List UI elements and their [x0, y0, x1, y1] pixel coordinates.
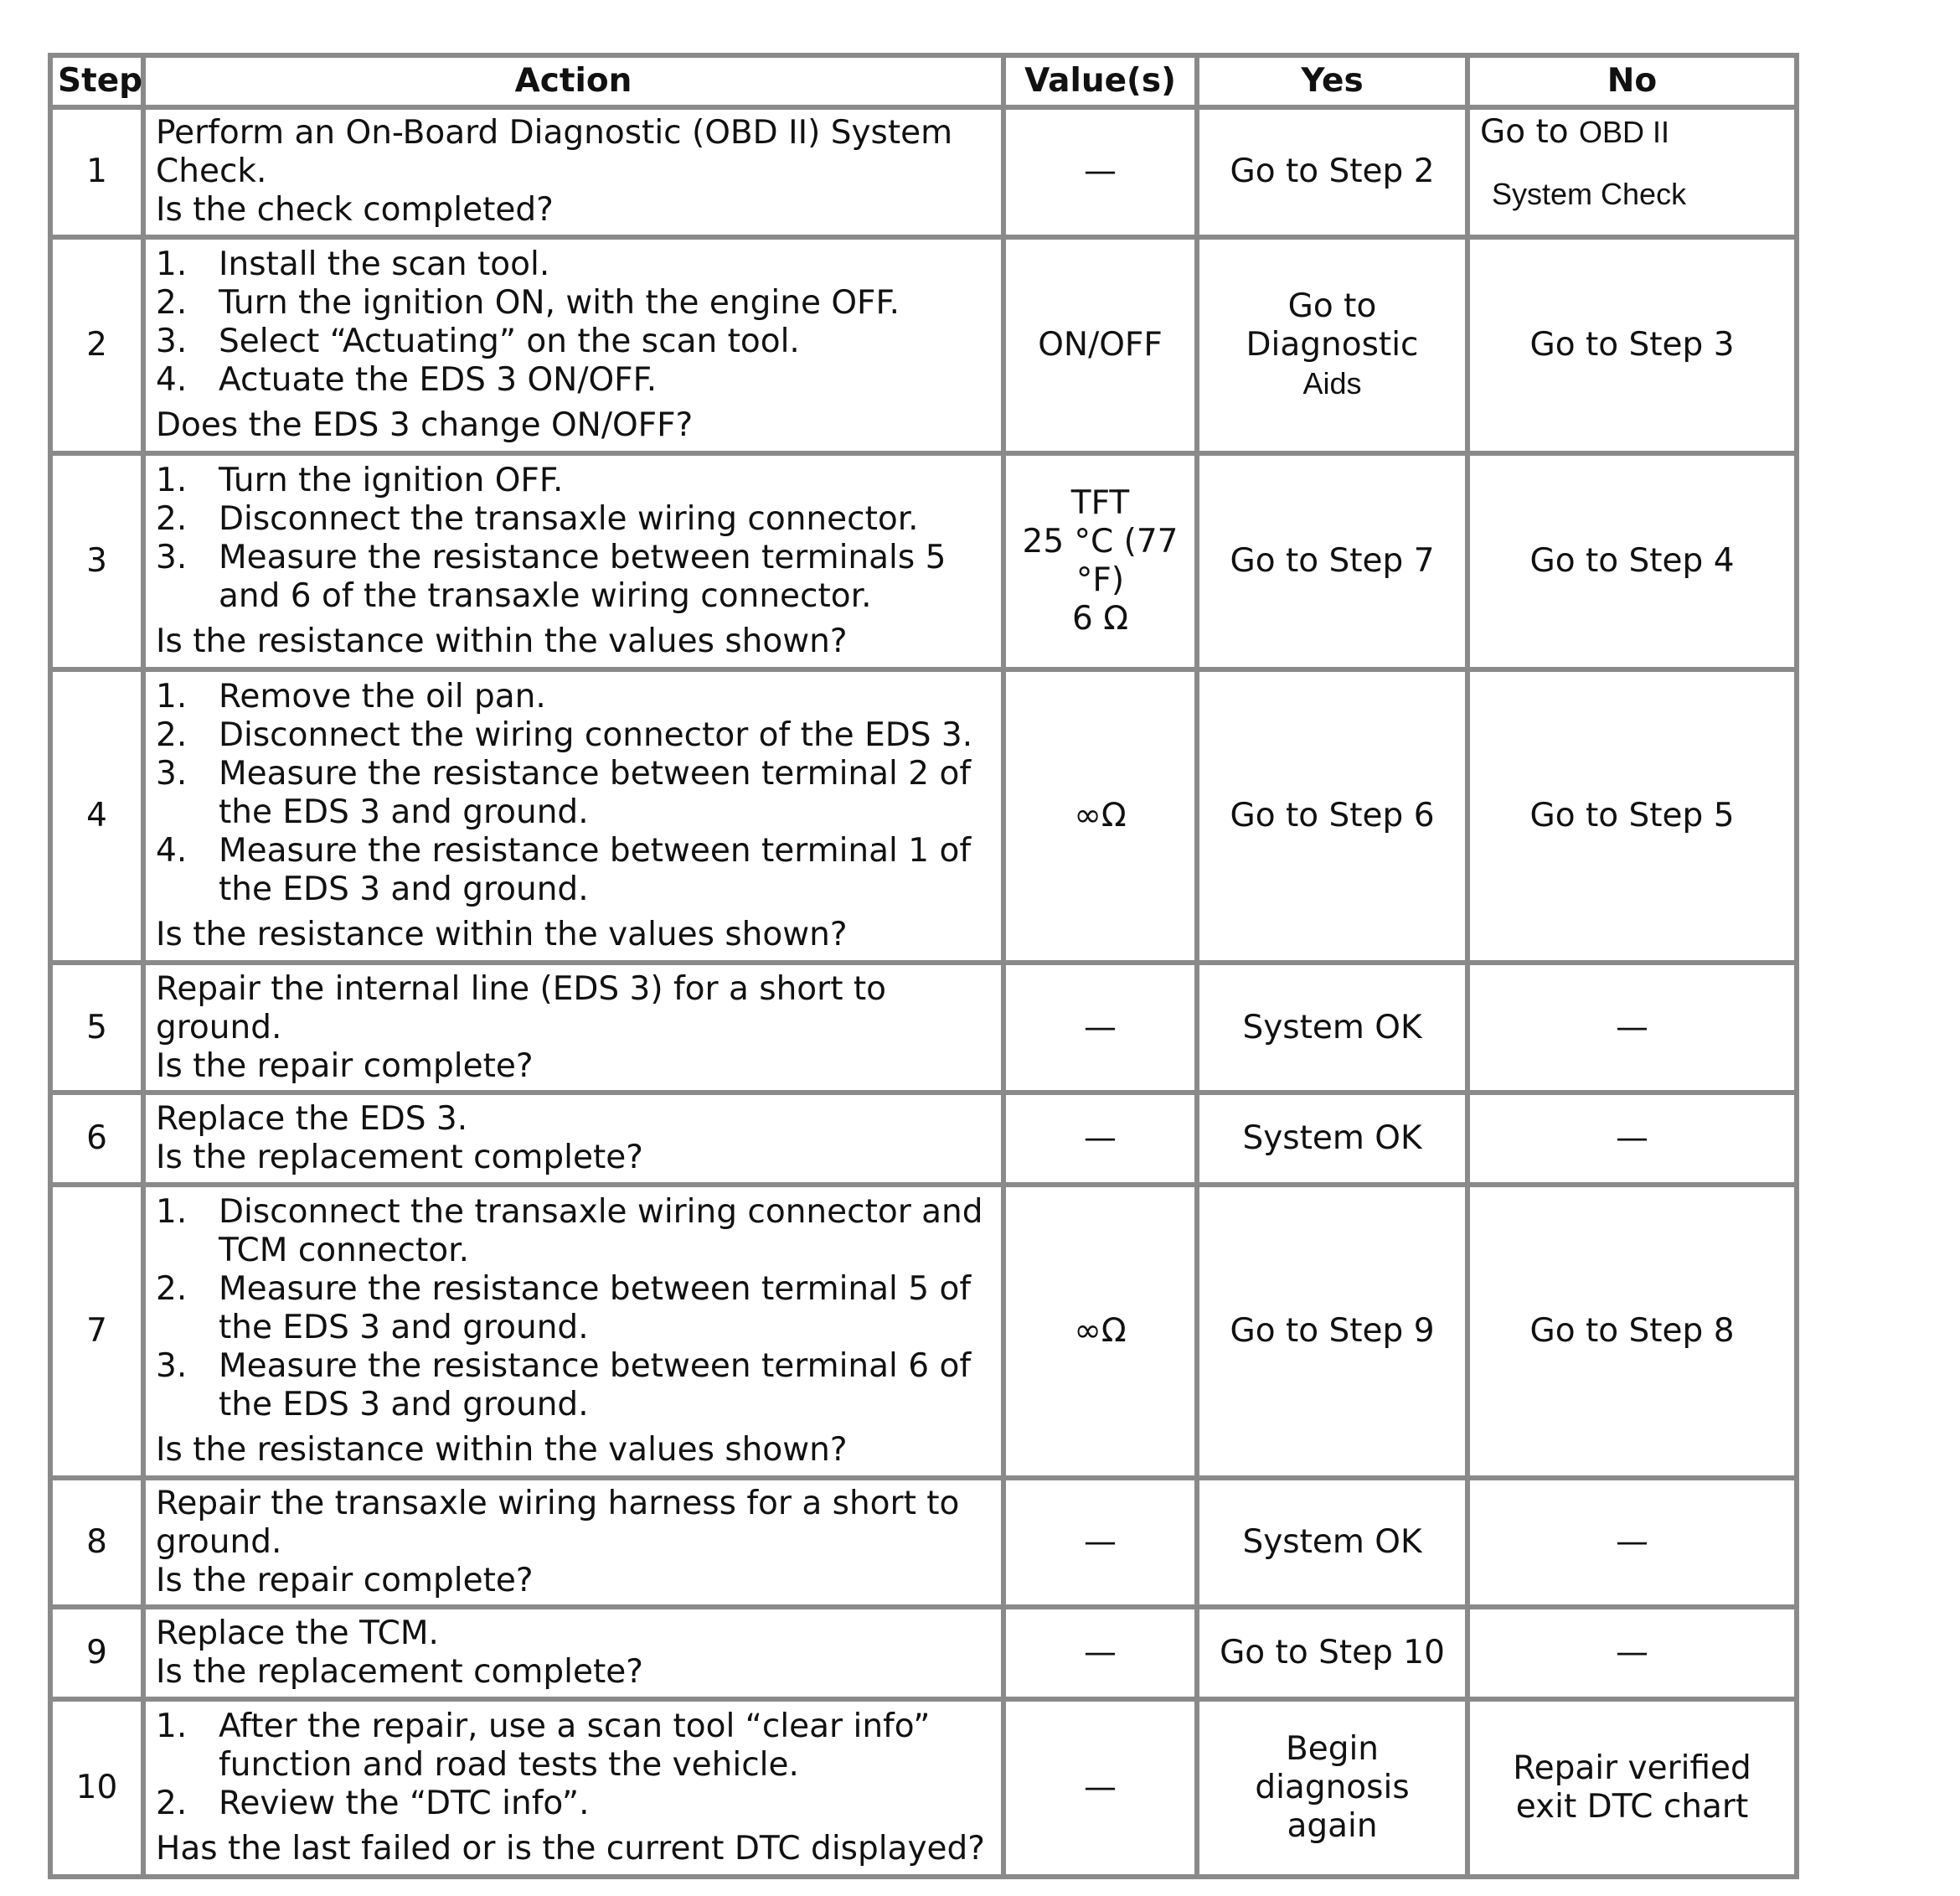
action-step — [156, 1193, 991, 1270]
action-step — [156, 1785, 991, 1823]
action-steps — [156, 1193, 991, 1424]
no-cell — [1467, 453, 1797, 669]
no-cell — [1467, 1185, 1797, 1478]
value-cell — [1003, 1699, 1197, 1877]
action-steps — [156, 1707, 991, 1823]
value-cell — [1003, 1185, 1197, 1478]
action-question: Is the check completed? — [156, 191, 554, 230]
diagnostic-table — [48, 53, 1799, 1879]
step-number: 2 — [50, 237, 143, 453]
action-step-number: 3. — [156, 539, 188, 577]
no-cell — [1467, 1699, 1797, 1877]
action-question: Is the replacement complete? — [156, 1653, 643, 1692]
yes-text: Go to Step 7 — [1230, 542, 1435, 581]
action-step — [156, 500, 991, 539]
yes-cell — [1197, 453, 1467, 669]
no-cell — [1467, 1607, 1797, 1699]
action-step-text: Remove the oil pan. — [219, 678, 546, 716]
table-row — [50, 1607, 1797, 1699]
action-question: Is the resistance within the values shown? — [156, 623, 848, 661]
value-text: — — [1084, 1634, 1117, 1672]
value-cell — [1003, 1478, 1197, 1608]
value-text: °F) — [1075, 561, 1125, 600]
table-body — [50, 107, 1797, 1877]
header-step: Step — [50, 55, 143, 107]
value-text: 6 Ω — [1071, 600, 1128, 638]
header-no: No — [1467, 55, 1797, 107]
action-cell — [143, 237, 1003, 453]
action-step — [156, 361, 991, 400]
yes-text: System OK — [1242, 1008, 1422, 1046]
action-step-text: Disconnect the transaxle wiring connector and TCM connector. — [219, 1192, 983, 1269]
action-step-text: Disconnect the transaxle wiring connector. — [219, 500, 919, 539]
action-step-text: Review the “DTC info”. — [219, 1785, 590, 1823]
action-step-text: Measure the resistance between terminal 5 of the EDS 3 and ground. — [219, 1269, 972, 1346]
value-text: — — [1084, 1769, 1117, 1807]
no-text: — — [1616, 1118, 1648, 1157]
action-step — [156, 539, 991, 616]
action-step-text: Turn the ignition ON, with the engine OFF. — [219, 283, 900, 322]
action-step — [156, 716, 991, 755]
action-step-text: Select “Actuating” on the scan tool. — [219, 322, 800, 360]
yes-cell — [1197, 669, 1467, 963]
value-text: — — [1084, 1118, 1117, 1157]
action-step-number: 1. — [156, 678, 188, 716]
action-text: ground. — [156, 1008, 282, 1046]
header-row — [50, 55, 1797, 107]
header-yes: Yes — [1197, 55, 1467, 107]
yes-text: Aids — [1302, 365, 1362, 400]
action-step-number: 4. — [156, 832, 188, 871]
action-question: Does the EDS 3 change ON/OFF? — [156, 406, 694, 444]
no-text: Go to Step 8 — [1529, 1311, 1735, 1350]
no-cell — [1467, 237, 1797, 453]
action-step-text: Actuate the EDS 3 ON/OFF. — [219, 360, 658, 399]
value-cell — [1003, 669, 1197, 963]
table-row — [50, 1478, 1797, 1608]
action-step-text: Measure the resistance between terminal 6 of the EDS 3 and ground. — [219, 1346, 972, 1423]
yes-text: Go to Step 10 — [1220, 1634, 1445, 1672]
action-text: Repair the internal line (EDS 3) for a short to — [156, 969, 887, 1008]
action-step-text: After the repair, use a scan tool “clear info” function and road tests the vehicle. — [219, 1707, 931, 1785]
action-cell — [143, 1607, 1003, 1699]
action-step-number: 2. — [156, 716, 188, 755]
value-text: 25 °C (77 — [1022, 523, 1179, 561]
value-text: — — [1084, 1008, 1117, 1046]
table-row — [50, 453, 1797, 669]
yes-cell — [1197, 237, 1467, 453]
no-link-obd: OBD II — [1579, 115, 1670, 149]
step-number: 6 — [50, 1093, 143, 1185]
value-cell — [1003, 963, 1197, 1093]
value-text: TFT — [1070, 484, 1130, 523]
action-cell — [143, 963, 1003, 1093]
action-step — [156, 462, 991, 500]
action-step-number: 2. — [156, 500, 188, 539]
yes-text: Begin diagnosis — [1255, 1730, 1410, 1807]
no-text: — — [1616, 1008, 1648, 1046]
action-step — [156, 1707, 991, 1785]
action-step — [156, 678, 991, 716]
action-cell — [143, 107, 1003, 237]
action-question: Is the repair complete? — [156, 1046, 534, 1085]
action-cell — [143, 1478, 1003, 1608]
value-text: ON/OFF — [1038, 325, 1163, 364]
step-number: 7 — [50, 1185, 143, 1478]
step-number: 9 — [50, 1607, 143, 1699]
action-step — [156, 755, 991, 832]
action-question: Is the replacement complete? — [156, 1138, 643, 1176]
table-row — [50, 107, 1797, 237]
value-cell — [1003, 107, 1197, 237]
no-text: — — [1616, 1523, 1648, 1562]
step-number: 5 — [50, 963, 143, 1093]
action-step — [156, 832, 991, 909]
action-step-text: Measure the resistance between terminal 2 of the EDS 3 and ground. — [219, 755, 972, 832]
step-number: 3 — [50, 453, 143, 669]
no-cell — [1467, 107, 1797, 237]
step-number: 8 — [50, 1478, 143, 1608]
action-text: Replace the TCM. — [156, 1614, 439, 1653]
header-values: Value(s) — [1003, 55, 1197, 107]
action-cell — [143, 669, 1003, 963]
action-question: Is the resistance within the values shown? — [156, 916, 848, 954]
action-step-text: Turn the ignition OFF. — [219, 462, 564, 500]
table-row — [50, 1093, 1797, 1185]
action-step-number: 3. — [156, 1346, 188, 1385]
action-step-number: 1. — [156, 245, 188, 283]
table-row — [50, 963, 1797, 1093]
step-number: 4 — [50, 669, 143, 963]
yes-text: again — [1287, 1807, 1378, 1846]
yes-text: System OK — [1242, 1523, 1422, 1562]
action-text: Check. — [156, 152, 267, 191]
value-text: ∞Ω — [1074, 797, 1127, 835]
action-cell — [143, 1699, 1003, 1877]
yes-cell — [1197, 107, 1467, 237]
yes-text: Go to — [1287, 287, 1377, 325]
no-cell — [1467, 669, 1797, 963]
header-action: Action — [143, 55, 1003, 107]
table-row — [50, 237, 1797, 453]
yes-cell — [1197, 1478, 1467, 1608]
value-text: — — [1084, 152, 1117, 191]
action-step-number: 1. — [156, 1192, 188, 1231]
action-question: Is the repair complete? — [156, 1562, 534, 1600]
action-step-number: 3. — [156, 322, 188, 360]
action-text: Perform an On-Board Diagnostic (OBD II) System — [156, 114, 953, 152]
yes-text: Diagnostic — [1246, 325, 1419, 364]
action-step-number: 2. — [156, 1785, 188, 1823]
action-steps — [156, 245, 991, 400]
yes-text: Go to Step 2 — [1230, 152, 1435, 191]
no-text: Go to Step 5 — [1529, 797, 1735, 835]
table-row — [50, 1185, 1797, 1478]
no-cell — [1467, 1478, 1797, 1608]
action-step — [156, 1347, 991, 1424]
step-number: 1 — [50, 107, 143, 237]
value-cell — [1003, 453, 1197, 669]
action-step-text: Measure the resistance between terminals 5 and 6 of the transaxle wiring connector. — [219, 539, 946, 616]
action-cell — [143, 453, 1003, 669]
action-cell — [143, 1185, 1003, 1478]
action-step-number: 2. — [156, 1269, 188, 1308]
action-text: Replace the EDS 3. — [156, 1099, 468, 1138]
action-question: Has the last failed or is the current DTC displayed? — [156, 1830, 985, 1868]
value-text: — — [1084, 1523, 1117, 1562]
yes-cell — [1197, 1185, 1467, 1478]
no-text-line — [1480, 113, 1784, 152]
action-step-number: 3. — [156, 755, 188, 793]
table-row — [50, 1699, 1797, 1877]
yes-text: System OK — [1242, 1118, 1422, 1157]
no-text: exit DTC chart — [1515, 1788, 1749, 1826]
action-text: Repair the transaxle wiring harness for a short to — [156, 1485, 960, 1523]
yes-text: Go to Step 9 — [1230, 1311, 1435, 1350]
action-step-number: 1. — [156, 1707, 188, 1746]
action-step-text: Install the scan tool. — [219, 245, 550, 283]
value-text: ∞Ω — [1074, 1311, 1127, 1350]
yes-text: Go to Step 6 — [1230, 797, 1435, 835]
no-prefix: Go to — [1480, 113, 1580, 151]
no-link-system-check: System Check — [1492, 177, 1687, 211]
action-step — [156, 284, 991, 323]
action-step — [156, 245, 991, 284]
no-cell — [1467, 1093, 1797, 1185]
action-step-number: 1. — [156, 462, 188, 500]
no-text: Go to Step 4 — [1529, 542, 1735, 581]
action-step-number: 4. — [156, 360, 188, 399]
action-step — [156, 1270, 991, 1347]
action-text: ground. — [156, 1523, 282, 1562]
action-question: Is the resistance within the values shown? — [156, 1430, 848, 1469]
action-cell — [143, 1093, 1003, 1185]
table-row — [50, 669, 1797, 963]
action-step — [156, 323, 991, 361]
action-step-text: Measure the resistance between terminal 1 of the EDS 3 and ground. — [219, 832, 972, 909]
value-cell — [1003, 1607, 1197, 1699]
yes-cell — [1197, 1699, 1467, 1877]
yes-cell — [1197, 963, 1467, 1093]
step-number: 10 — [50, 1699, 143, 1877]
value-cell — [1003, 237, 1197, 453]
action-step-text: Disconnect the wiring connector of the EDS 3. — [219, 716, 973, 755]
no-text: Repair verified — [1513, 1749, 1751, 1788]
action-steps — [156, 678, 991, 909]
action-step-number: 2. — [156, 283, 188, 322]
yes-cell — [1197, 1607, 1467, 1699]
no-text: Go to Step 3 — [1529, 325, 1735, 364]
no-text: — — [1616, 1634, 1648, 1672]
no-cell — [1467, 963, 1797, 1093]
yes-cell — [1197, 1093, 1467, 1185]
action-steps — [156, 462, 991, 616]
value-cell — [1003, 1093, 1197, 1185]
